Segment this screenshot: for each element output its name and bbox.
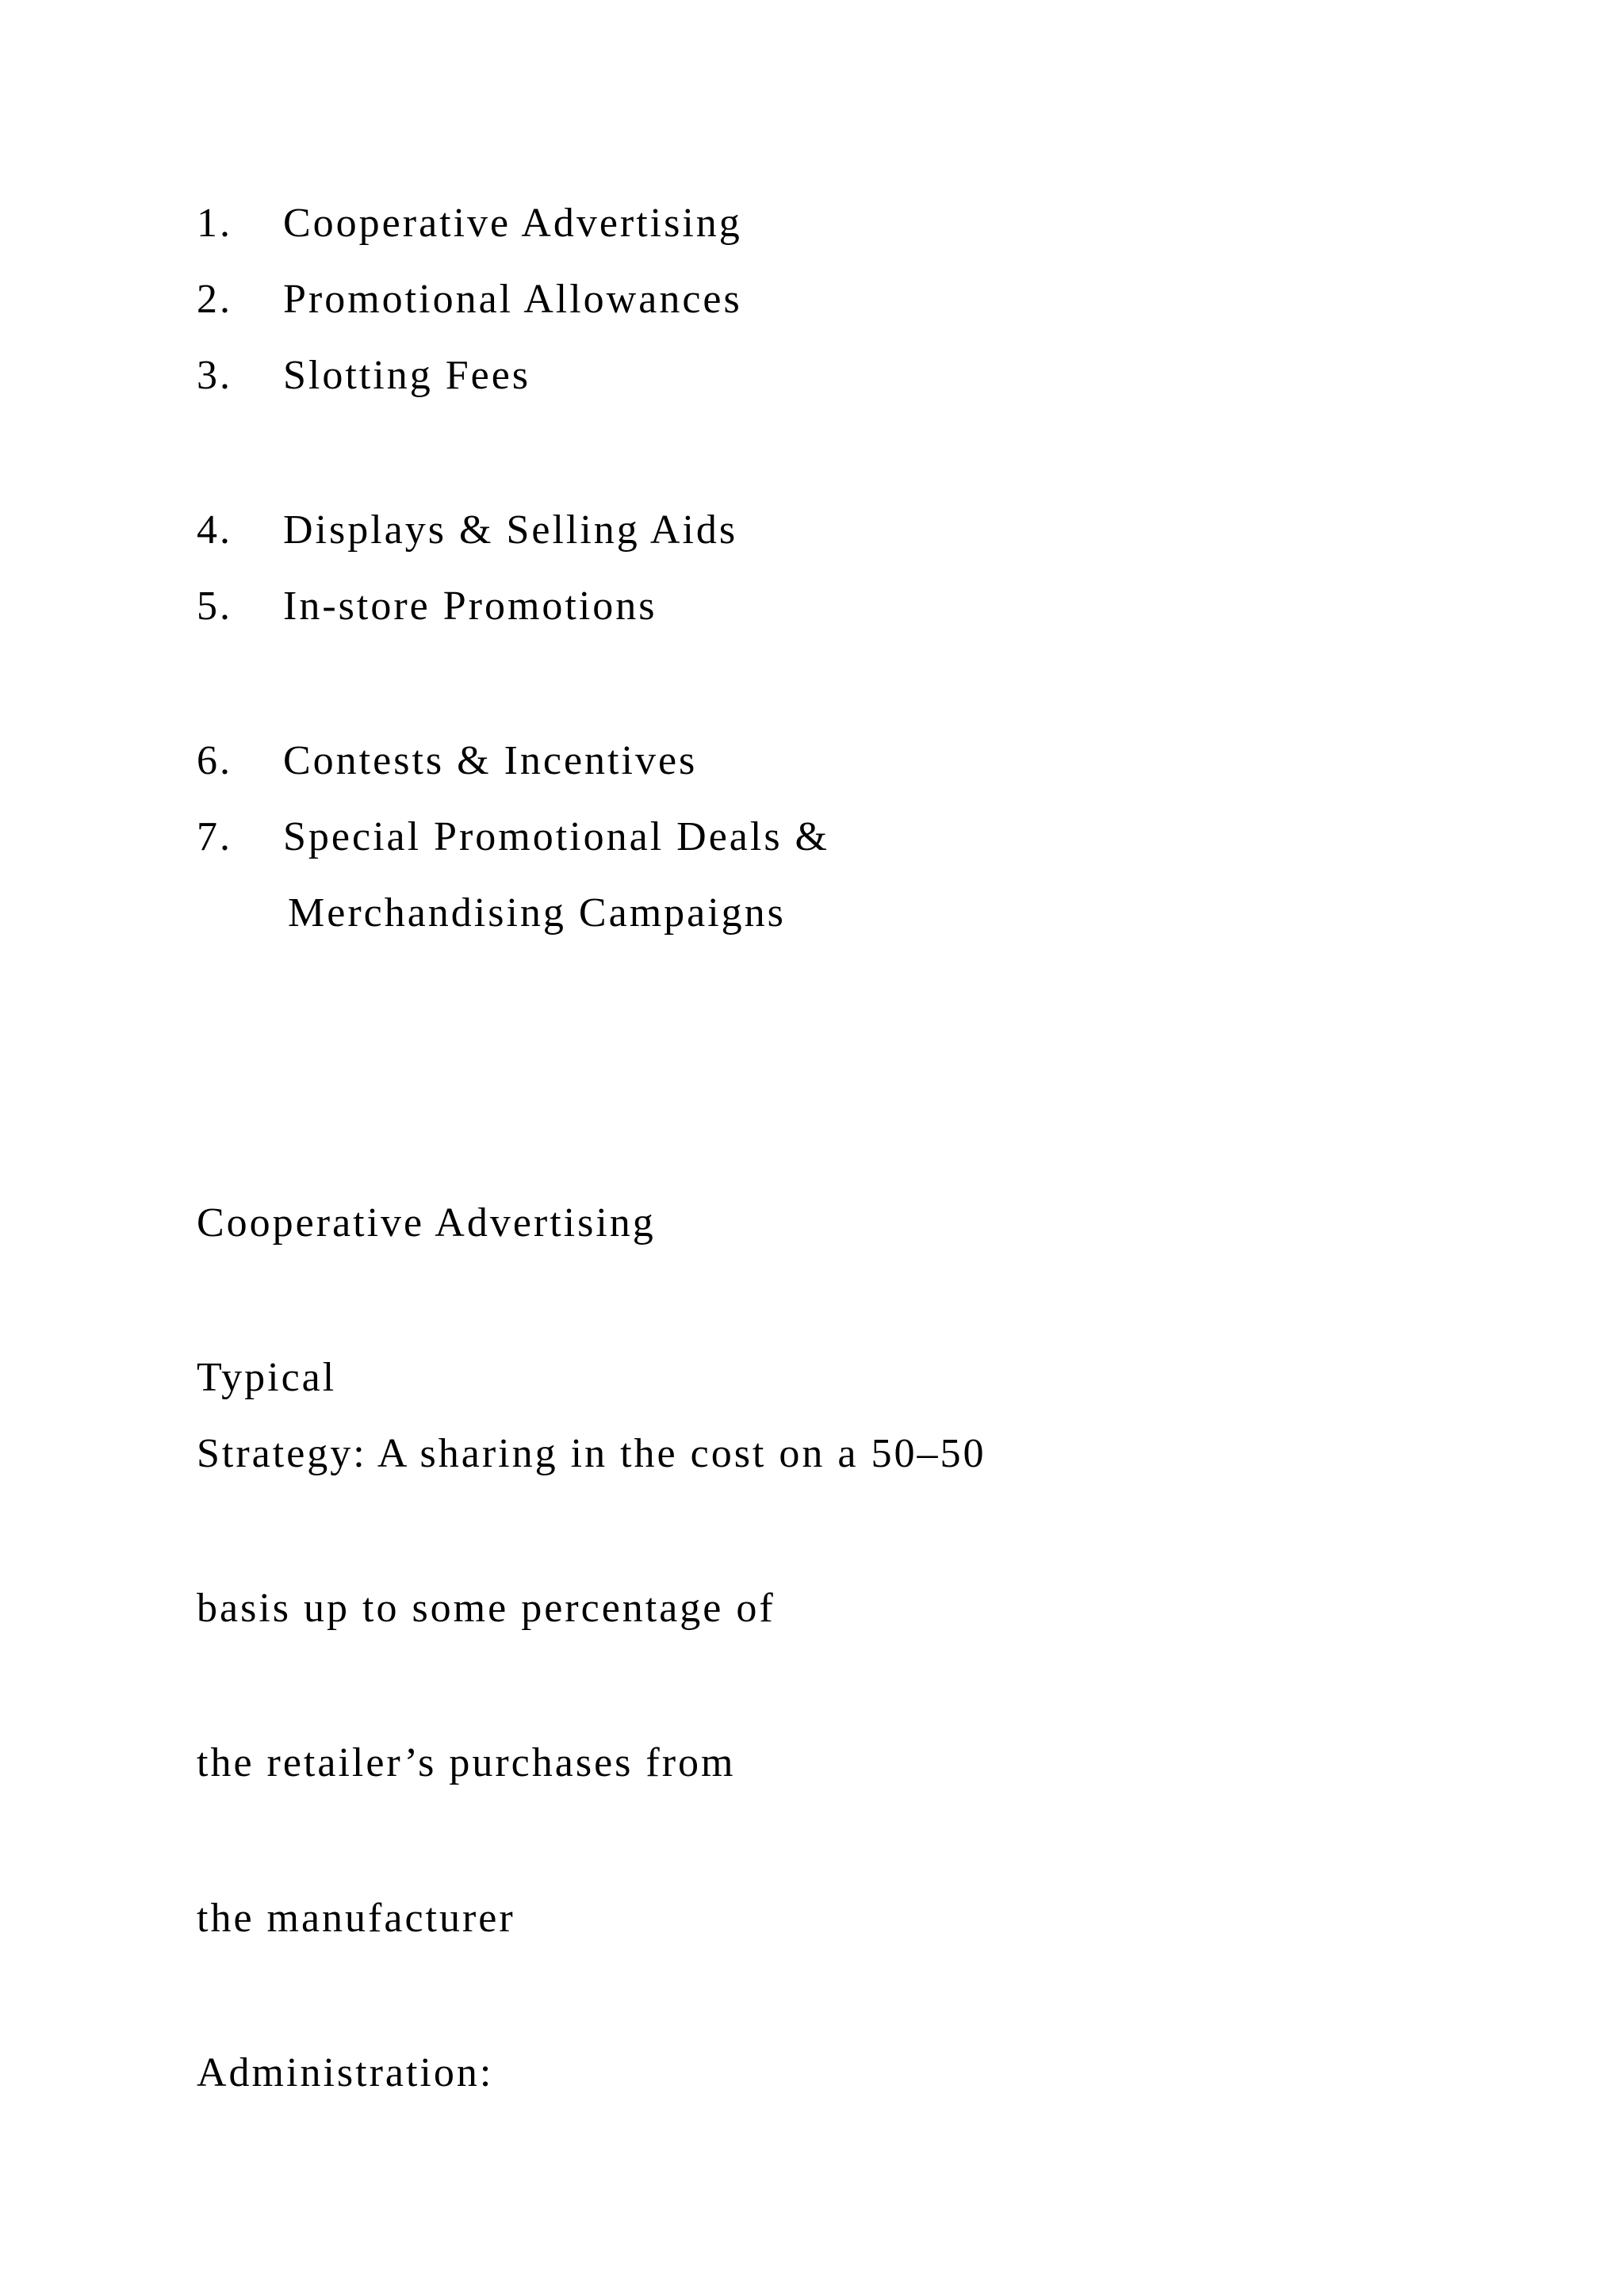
paragraph-line: the manufacturer: [197, 1896, 515, 1941]
list-item-number: 5.: [197, 584, 232, 629]
paragraph-line: Administration:: [197, 2050, 494, 2095]
list-item-text: In-store Promotions: [283, 584, 657, 629]
list-item-number: 4.: [197, 507, 232, 553]
list-item-number: 2.: [197, 277, 232, 322]
paragraph-line: basis up to some percentage of: [197, 1586, 776, 1631]
paragraph-line: Typical: [197, 1355, 337, 1400]
list-item-text: Contests & Incentives: [283, 738, 698, 783]
list-item-number: 1.: [197, 201, 232, 246]
list-item-text: Promotional Allowances: [283, 277, 742, 322]
list-item-continuation: Merchandising Campaigns: [288, 890, 786, 936]
section-heading: Cooperative Advertising: [197, 1200, 656, 1246]
list-item-text: Slotting Fees: [283, 353, 531, 398]
list-item-text: Displays & Selling Aids: [283, 507, 738, 553]
paragraph-line: the retailer’s purchases from: [197, 1740, 736, 1785]
paragraph-line: Strategy: A sharing in the cost on a 50–50: [197, 1431, 986, 1476]
list-item-number: 3.: [197, 353, 232, 398]
list-item-text: Special Promotional Deals &: [283, 814, 830, 859]
list-item-text: Cooperative Advertising: [283, 201, 742, 246]
list-item-number: 6.: [197, 738, 232, 783]
list-item-number: 7.: [197, 814, 232, 859]
